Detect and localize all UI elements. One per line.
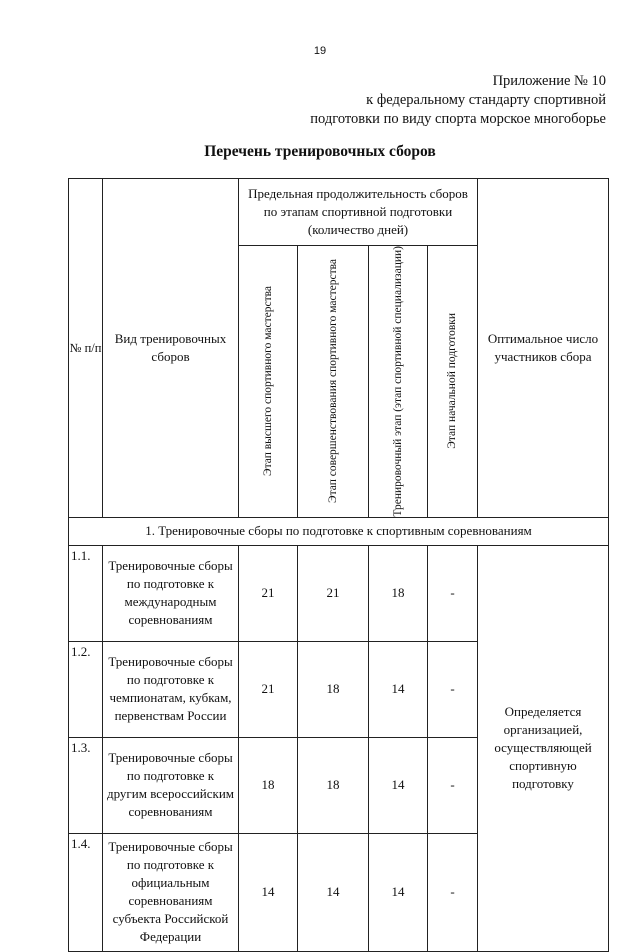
row-value-stage-4: - [428, 545, 478, 641]
row-name: Тренировочные сборы по подготовке к официальным соревнованиям субъекта Российской Федерации [103, 833, 239, 951]
header-row-1 [69, 179, 609, 246]
header-type: Вид тренировочных сборов [103, 179, 239, 518]
row-name: Тренировочные сборы по подготовке к другим всероссийским соревнованиям [103, 737, 239, 833]
appendix-line-2: к федеральному стандарту спортивной [366, 92, 606, 108]
section-row [69, 517, 609, 545]
header-stage-4: Этап начальной подготовки [428, 246, 478, 518]
row-value-stage-3: 14 [369, 737, 428, 833]
training-camps-table [68, 178, 609, 952]
row-number: 1.3. [69, 737, 103, 833]
row-value-stage-4: - [428, 737, 478, 833]
row-value-stage-4: - [428, 833, 478, 951]
row-value-stage-2: 21 [298, 545, 369, 641]
row-value-stage-4: - [428, 641, 478, 737]
row-value-stage-3: 14 [369, 833, 428, 951]
section-title: 1. Тренировочные сборы по подготовке к спортивным соревнованиям [69, 517, 609, 545]
row-value-stage-1: 14 [239, 833, 298, 951]
merged-note: Определяется организацией, осуществляющей спортивную подготовку [478, 545, 609, 951]
header-duration: Предельная продолжительность сборов по этапам спортивной подготовки (количество дней) [239, 179, 478, 246]
row-value-stage-2: 14 [298, 833, 369, 951]
appendix-line-3: подготовки по виду спорта морское многоборье [310, 111, 606, 127]
page-number: 19 [313, 45, 327, 57]
row-value-stage-1: 21 [239, 545, 298, 641]
document-title: Перечень тренировочных сборов [204, 143, 436, 160]
header-stage-1: Этап высшего спортивного мастерства [239, 246, 298, 518]
appendix-line-1: Приложение № 10 [492, 73, 606, 89]
row-number: 1.2. [69, 641, 103, 737]
header-stage-3: Тренировочный этап (этап спортивной специализации) [369, 246, 428, 518]
row-value-stage-1: 21 [239, 641, 298, 737]
appendix-header [310, 72, 606, 129]
row-value-stage-3: 18 [369, 545, 428, 641]
row-name: Тренировочные сборы по подготовке к чемпионатам, кубкам, первенствам России [103, 641, 239, 737]
row-value-stage-1: 18 [239, 737, 298, 833]
row-value-stage-3: 14 [369, 641, 428, 737]
table-row [69, 545, 609, 641]
header-num: № п/п [69, 179, 103, 518]
row-number: 1.4. [69, 833, 103, 951]
row-value-stage-2: 18 [298, 737, 369, 833]
header-stage-2: Этап совершенствования спортивного мастерства [298, 246, 369, 518]
row-number: 1.1. [69, 545, 103, 641]
row-name: Тренировочные сборы по подготовке к международным соревнованиям [103, 545, 239, 641]
header-optimal: Оптимальное число участников сбора [478, 179, 609, 518]
row-value-stage-2: 18 [298, 641, 369, 737]
